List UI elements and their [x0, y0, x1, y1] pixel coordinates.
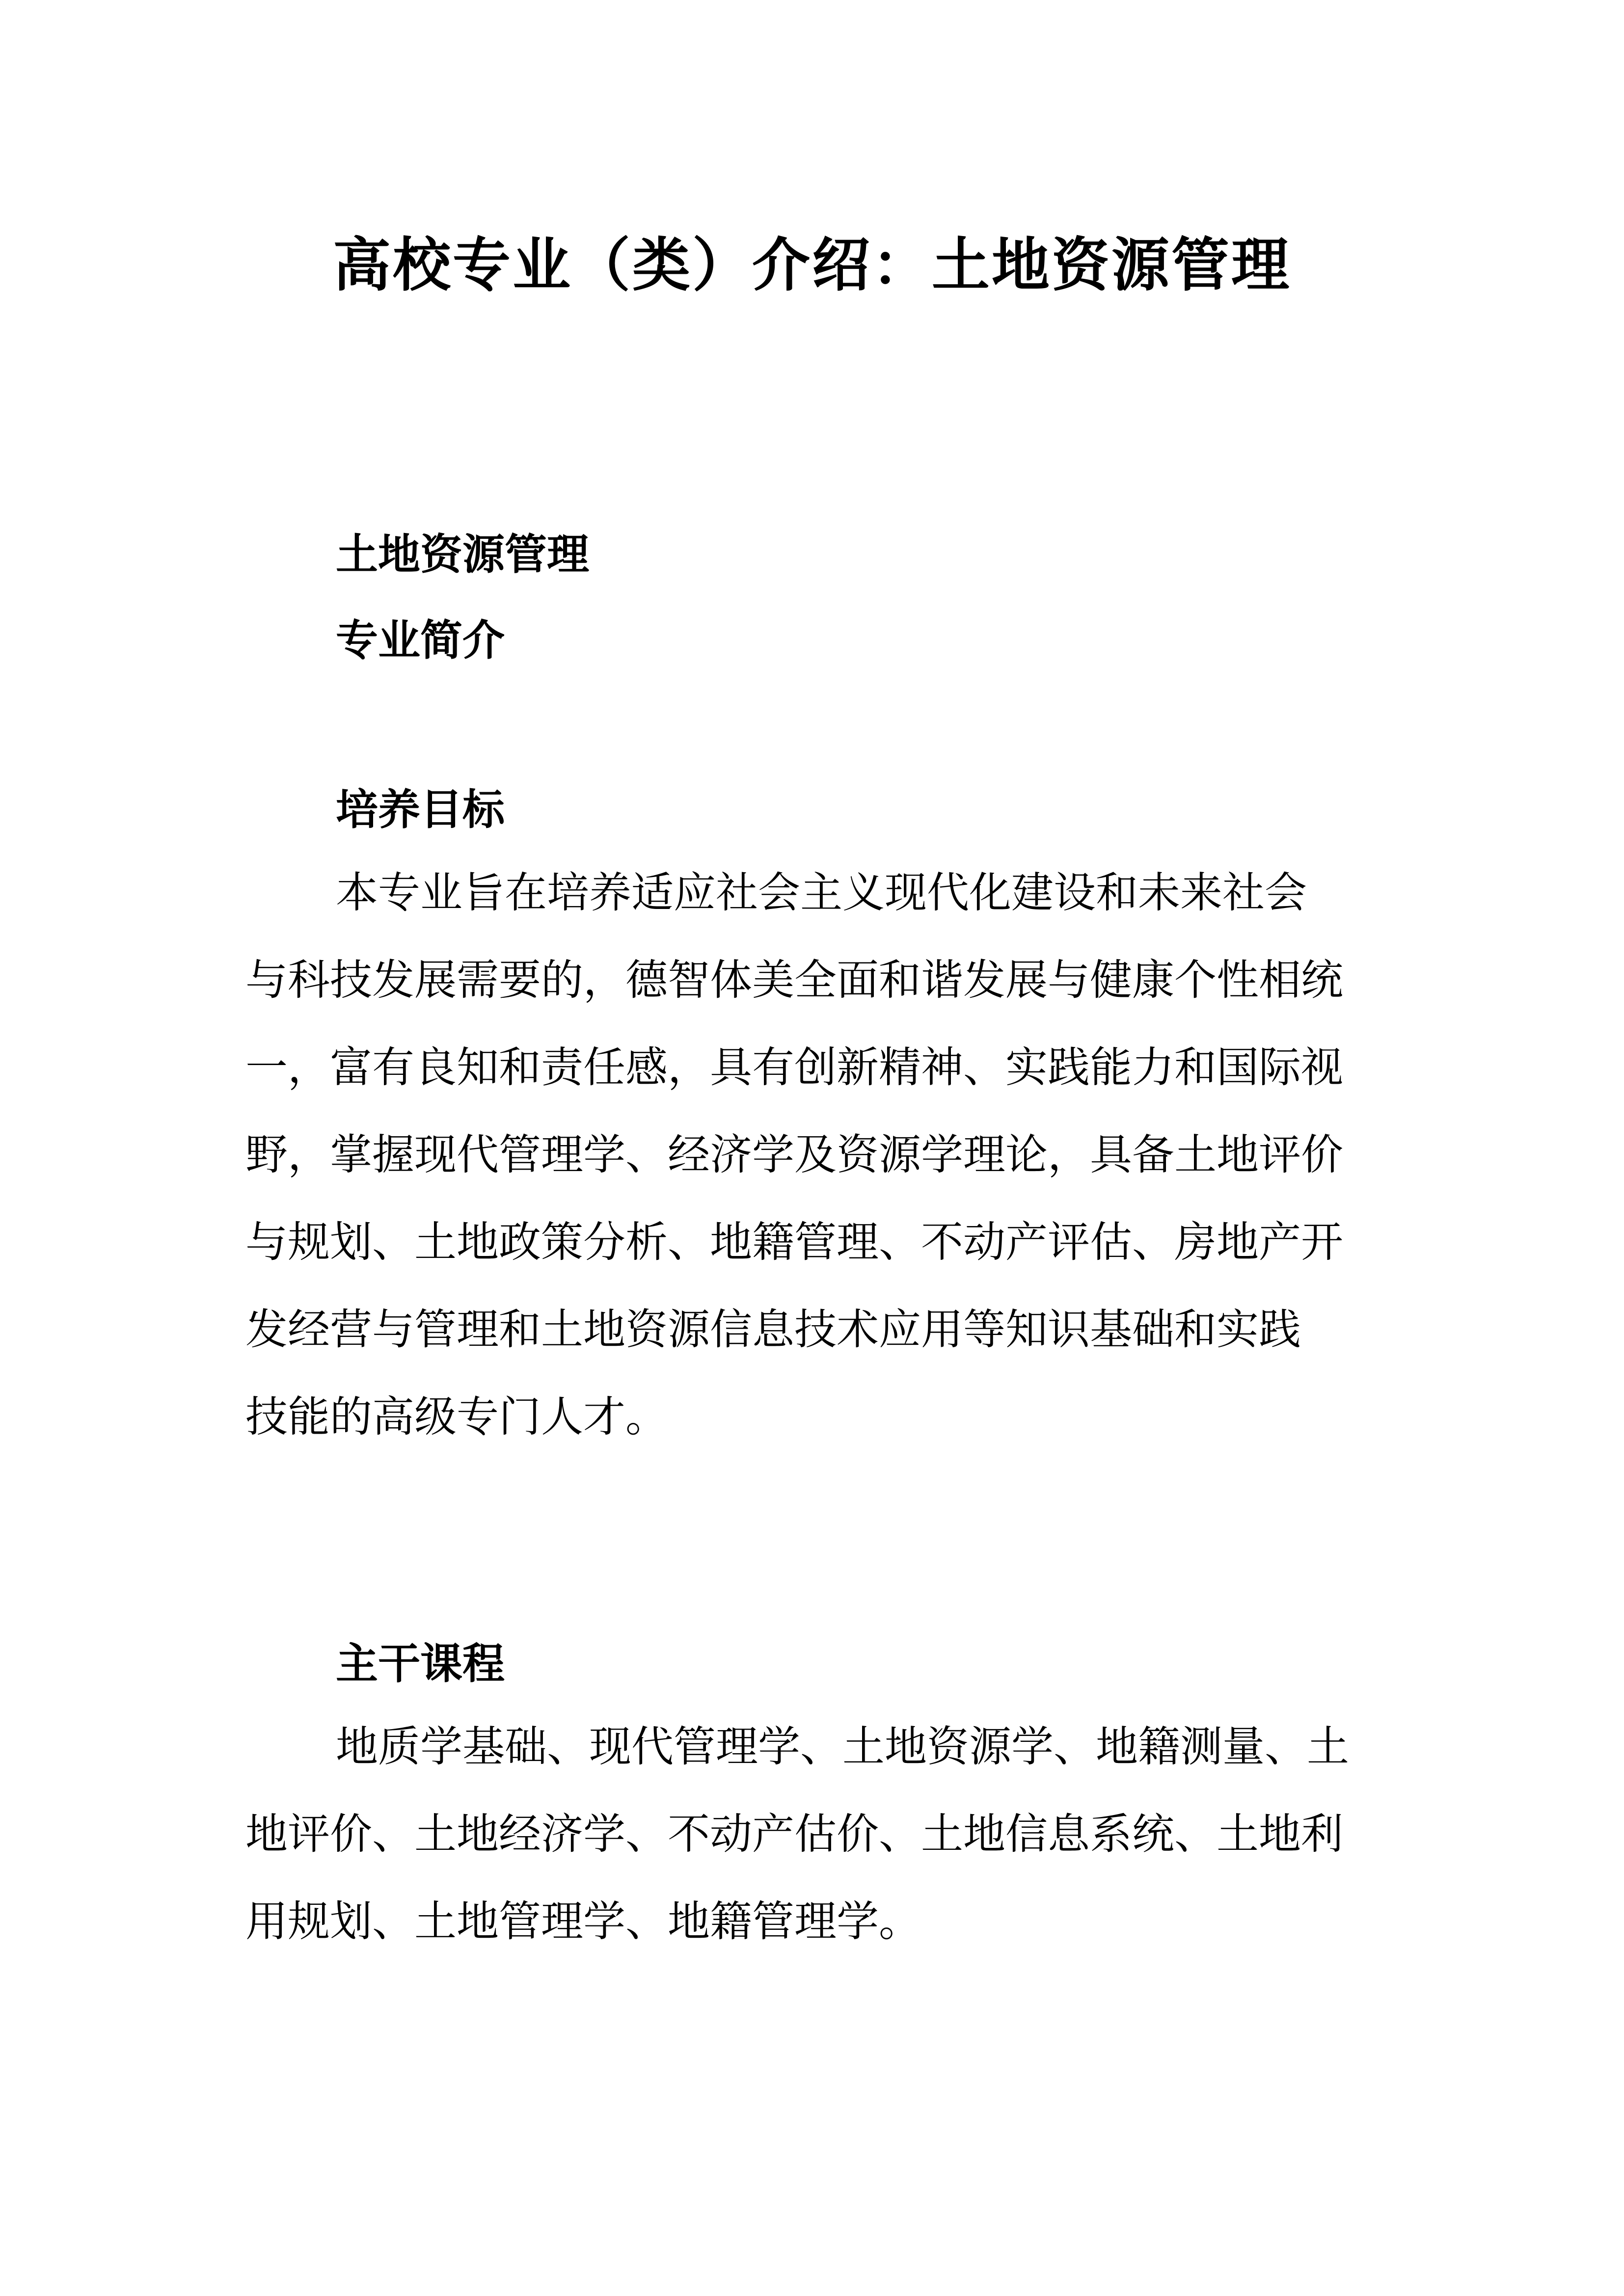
goal-line: 野，掌握现代管理学、经济学及资源学理论，具备土地评价	[245, 1130, 1343, 1179]
goal-paragraph	[245, 849, 1394, 1461]
courses-heading: 主干课程	[336, 1639, 505, 1688]
goal-line: 与规划、土地政策分析、地籍管理、不动产评估、房地产开	[245, 1218, 1343, 1267]
goal-heading: 培养目标	[336, 785, 505, 834]
goal-line: 与科技发展需要的，德智体美全面和谐发展与健康个性相统	[245, 956, 1343, 1005]
goal-line: 技能的高级专门人才。	[245, 1392, 668, 1442]
goal-line: 发经营与管理和土地资源信息技术应用等知识基础和实践	[245, 1305, 1301, 1354]
document-title: 高校专业（类）介绍：土地资源管理	[332, 231, 1291, 299]
courses-line: 地质学基础、现代管理学、土地资源学、地籍测量、土	[336, 1722, 1349, 1771]
goal-line: 一，富有良知和责任感，具有创新精神、实践能力和国际视	[245, 1043, 1343, 1092]
goal-line: 本专业旨在培养适应社会主义现代化建设和未来社会	[336, 868, 1307, 917]
courses-line: 用规划、土地管理学、地籍管理学。	[245, 1897, 921, 1946]
intro-heading: 专业简介	[336, 616, 505, 665]
courses-paragraph	[245, 1703, 1394, 1965]
major-name-heading: 土地资源管理	[336, 530, 589, 579]
courses-line: 地评价、土地经济学、不动产估价、土地信息系统、土地利	[245, 1810, 1343, 1859]
